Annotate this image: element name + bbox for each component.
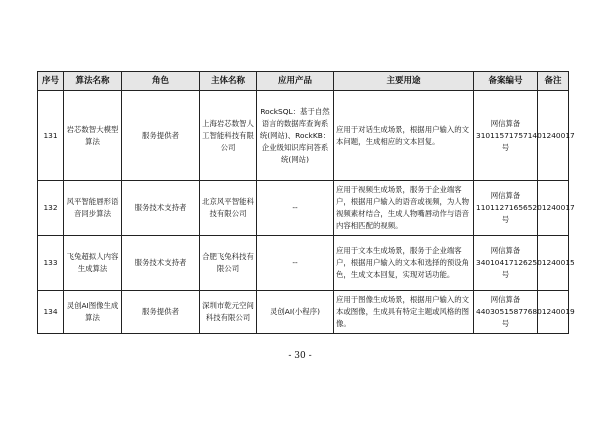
cell-role: 服务提供者: [122, 291, 200, 334]
cell-algorithm-name: 风平智能唇形语音同步算法: [64, 181, 122, 236]
cell-algorithm-name: 灵创AI图像生成算法: [64, 291, 122, 334]
cell-application-product: --: [257, 181, 334, 236]
cell-application-product: 灵创AI(小程序): [257, 291, 334, 334]
cell-seq: 133: [38, 236, 64, 291]
cell-main-usage: 应用于对话生成场景，根据用户输入的文本问题，生成相应的文本回复。: [334, 91, 474, 181]
cell-application-product: --: [257, 236, 334, 291]
header-role: 角色: [122, 72, 200, 91]
table-row: [38, 291, 569, 334]
header-algorithm-name: 算法名称: [64, 72, 122, 91]
header-seq: 序号: [38, 72, 64, 91]
cell-filing-number: 网信算备310115717571401240017号: [474, 91, 538, 181]
table-row: [38, 236, 569, 291]
cell-main-usage: 应用于文本生成场景，服务于企业端客户，根据用户输入的文本和选择的预设角色，生成文本回复，实现对话功能。: [334, 236, 474, 291]
cell-filing-number: 网信算备440305158776801240019号: [474, 291, 538, 334]
header-filing-number: 备案编号: [474, 72, 538, 91]
table-row: [38, 181, 569, 236]
cell-main-usage: 应用于图像生成场景，根据用户输入的文本或图像，生成具有特定主题或风格的图像。: [334, 291, 474, 334]
cell-role: 服务技术支持者: [122, 236, 200, 291]
cell-algorithm-name: 岩芯数智大模型算法: [64, 91, 122, 181]
cell-seq: 131: [38, 91, 64, 181]
cell-role: 服务技术支持者: [122, 181, 200, 236]
cell-entity-name: 北京风平智能科技有限公司: [200, 181, 257, 236]
cell-entity-name: 上海岩芯数智人工智能科技有限公司: [200, 91, 257, 181]
cell-filing-number: 网信算备340104171262501240015号: [474, 236, 538, 291]
header-remark: 备注: [538, 72, 569, 91]
cell-application-product: RockSQL：基于自然语言的数据库查询系统(网站)、RockKB：企业级知识库问答系统(网站): [257, 91, 334, 181]
header-main-usage: 主要用途: [334, 72, 474, 91]
cell-algorithm-name: 飞兔超拟人内容生成算法: [64, 236, 122, 291]
table-row: [38, 91, 569, 181]
table-header-row: [38, 72, 569, 91]
algorithm-filing-table: [37, 71, 575, 334]
cell-role: 服务提供者: [122, 91, 200, 181]
page-number: - 30 -: [288, 351, 312, 361]
cell-filing-number: 网信算备110112716565201240017号: [474, 181, 538, 236]
header-entity-name: 主体名称: [200, 72, 257, 91]
header-application-product: 应用产品: [257, 72, 334, 91]
cell-main-usage: 应用于视频生成场景，服务于企业端客户，根据用户输入的语音或视频，为人物视频素材结合，生成人物嘴唇动作与语音内容相匹配的视频。: [334, 181, 474, 236]
cell-seq: 134: [38, 291, 64, 334]
cell-entity-name: 合肥飞兔科技有限公司: [200, 236, 257, 291]
cell-entity-name: 深圳市乾元空间科技有限公司: [200, 291, 257, 334]
cell-seq: 132: [38, 181, 64, 236]
